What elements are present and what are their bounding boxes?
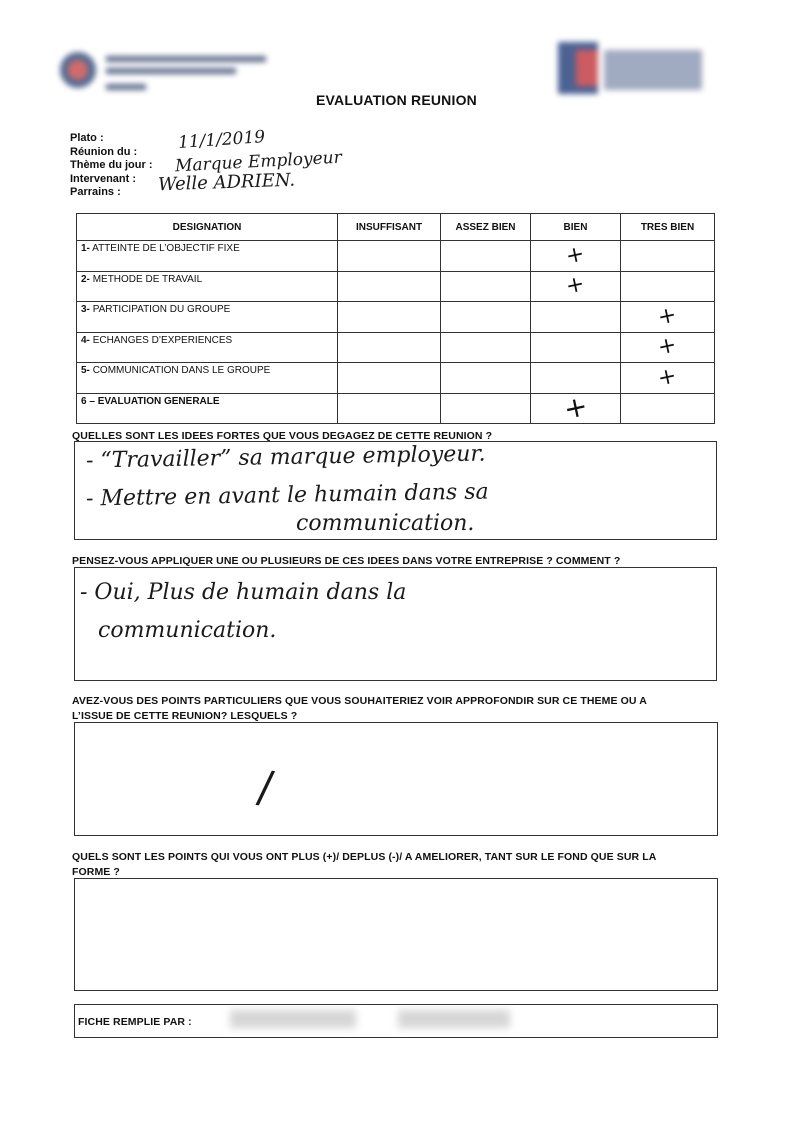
cell-insuffisant[interactable] [338, 302, 441, 333]
cell-bien[interactable] [531, 388, 621, 426]
check-mark: + [655, 302, 680, 331]
header-insuffisant: INSUFFISANT [338, 214, 441, 241]
cell-assez-bien[interactable] [441, 241, 531, 272]
logo-right-icon [558, 36, 708, 100]
row-number: 5- [81, 365, 90, 376]
cell-bien[interactable] [531, 271, 621, 302]
cell-insuffisant[interactable] [338, 241, 441, 272]
cell-tres-bien[interactable] [621, 302, 715, 333]
cell-assez-bien[interactable] [441, 302, 531, 333]
table-header-row [77, 214, 715, 241]
check-mark: + [563, 271, 588, 300]
meta-labels [70, 132, 153, 200]
meta-label-reunion: Réunion du : [70, 145, 138, 158]
cell-assez-bien[interactable] [441, 332, 531, 363]
row-number: 6 – [81, 395, 95, 407]
table-row [77, 241, 715, 272]
header-designation: DESIGNATION [77, 214, 338, 241]
table-row [77, 363, 715, 394]
cell-insuffisant[interactable] [338, 363, 441, 394]
meta-label-intervenant: Intervenant : [70, 172, 137, 185]
row-label: PARTICIPATION DU GROUPE [92, 304, 231, 315]
check-mark: + [655, 363, 680, 392]
cell-tres-bien[interactable] [621, 332, 715, 363]
answer-1-line-2: - Mettre en avant le humain dans sa [85, 479, 489, 512]
evaluation-table [76, 213, 715, 424]
meta-label-plato: Plato : [70, 132, 104, 144]
logo-left-icon [60, 48, 280, 96]
question-1: QUELLES SONT LES IDEES FORTES QUE VOUS DEGAGEZ DE CETTE REUNION ? [72, 430, 493, 442]
question-4-line-1: QUELS SONT LES POINTS QUI VOUS ONT PLUS (+)/ DEPLUS (-)/ A AMELIORER, TANT SUR LE FOND QUE SUR LA [72, 851, 657, 863]
cell-bien[interactable] [531, 332, 621, 363]
cell-bien[interactable] [531, 363, 621, 394]
page-title: EVALUATION REUNION [316, 92, 477, 108]
row-label: ECHANGES D’EXPERIENCES [92, 334, 233, 346]
intervenant-value: Welle ADRIEN. [157, 169, 296, 196]
answer-1-line-3: communication. [296, 511, 475, 536]
answer-2-line-2: communication. [98, 618, 277, 643]
answer-1-line-1: - “Travailler” sa marque employeur. [85, 441, 486, 474]
table-row [77, 302, 715, 333]
check-mark: + [655, 332, 680, 361]
row-number: 4- [81, 334, 90, 346]
meta-label-parrains: Parrains : [70, 186, 121, 198]
filled-by-label: FICHE REMPLIE PAR : [78, 1016, 192, 1028]
redacted-signature [230, 1010, 510, 1028]
header-tres-bien: TRES BIEN [621, 214, 715, 241]
cell-bien[interactable] [531, 241, 621, 272]
cell-tres-bien[interactable] [621, 241, 715, 272]
question-2: PENSEZ-VOUS APPLIQUER UNE OU PLUSIEURS DE CES IDEES DANS VOTRE ENTREPRISE ? COMMENT ? [72, 555, 621, 567]
cell-tres-bien[interactable] [621, 363, 715, 394]
row-label: METHODE DE TRAVAIL [92, 273, 203, 285]
row-number: 1- [81, 243, 90, 254]
meta-label-theme: Thème du jour : [70, 159, 153, 171]
check-mark: + [563, 241, 588, 270]
row-number: 3- [81, 304, 90, 315]
table-row [77, 332, 715, 363]
table-row [77, 393, 715, 424]
question-3-line-1: AVEZ-VOUS DES POINTS PARTICULIERS QUE VOUS SOUHAITERIEZ VOIR APPROFONDIR SUR CE THEME OU A [72, 695, 647, 707]
answer-2-line-1: - Oui, Plus de humain dans la [80, 580, 407, 605]
cell-insuffisant[interactable] [338, 332, 441, 363]
cell-tres-bien[interactable] [621, 393, 715, 424]
cell-insuffisant[interactable] [338, 393, 441, 424]
row-label: COMMUNICATION DANS LE GROUPE [92, 365, 271, 376]
table-row [77, 271, 715, 302]
question-4-line-2: FORME ? [72, 866, 120, 878]
answer-box-3[interactable] [74, 722, 718, 836]
answer-box-4[interactable] [74, 878, 718, 991]
theme-value: Marque Employeur [174, 147, 343, 177]
row-label: EVALUATION GENERALE [97, 395, 220, 407]
question-3-line-2: L’ISSUE DE CETTE REUNION? LESQUELS ? [72, 710, 298, 722]
meeting-date-value: 11/1/2019 [177, 126, 266, 154]
answer-3-slash: / [254, 761, 277, 814]
cell-tres-bien[interactable] [621, 271, 715, 302]
row-number: 2- [81, 273, 90, 285]
header-bien: BIEN [531, 214, 621, 241]
header-assez-bien: ASSEZ BIEN [441, 214, 531, 241]
cell-bien[interactable] [531, 302, 621, 333]
row-label: ATTEINTE DE L’OBJECTIF FIXE [92, 243, 240, 254]
cell-assez-bien[interactable] [441, 363, 531, 394]
check-mark: + [560, 388, 591, 426]
cell-assez-bien[interactable] [441, 271, 531, 302]
cell-insuffisant[interactable] [338, 271, 441, 302]
cell-assez-bien[interactable] [441, 393, 531, 424]
